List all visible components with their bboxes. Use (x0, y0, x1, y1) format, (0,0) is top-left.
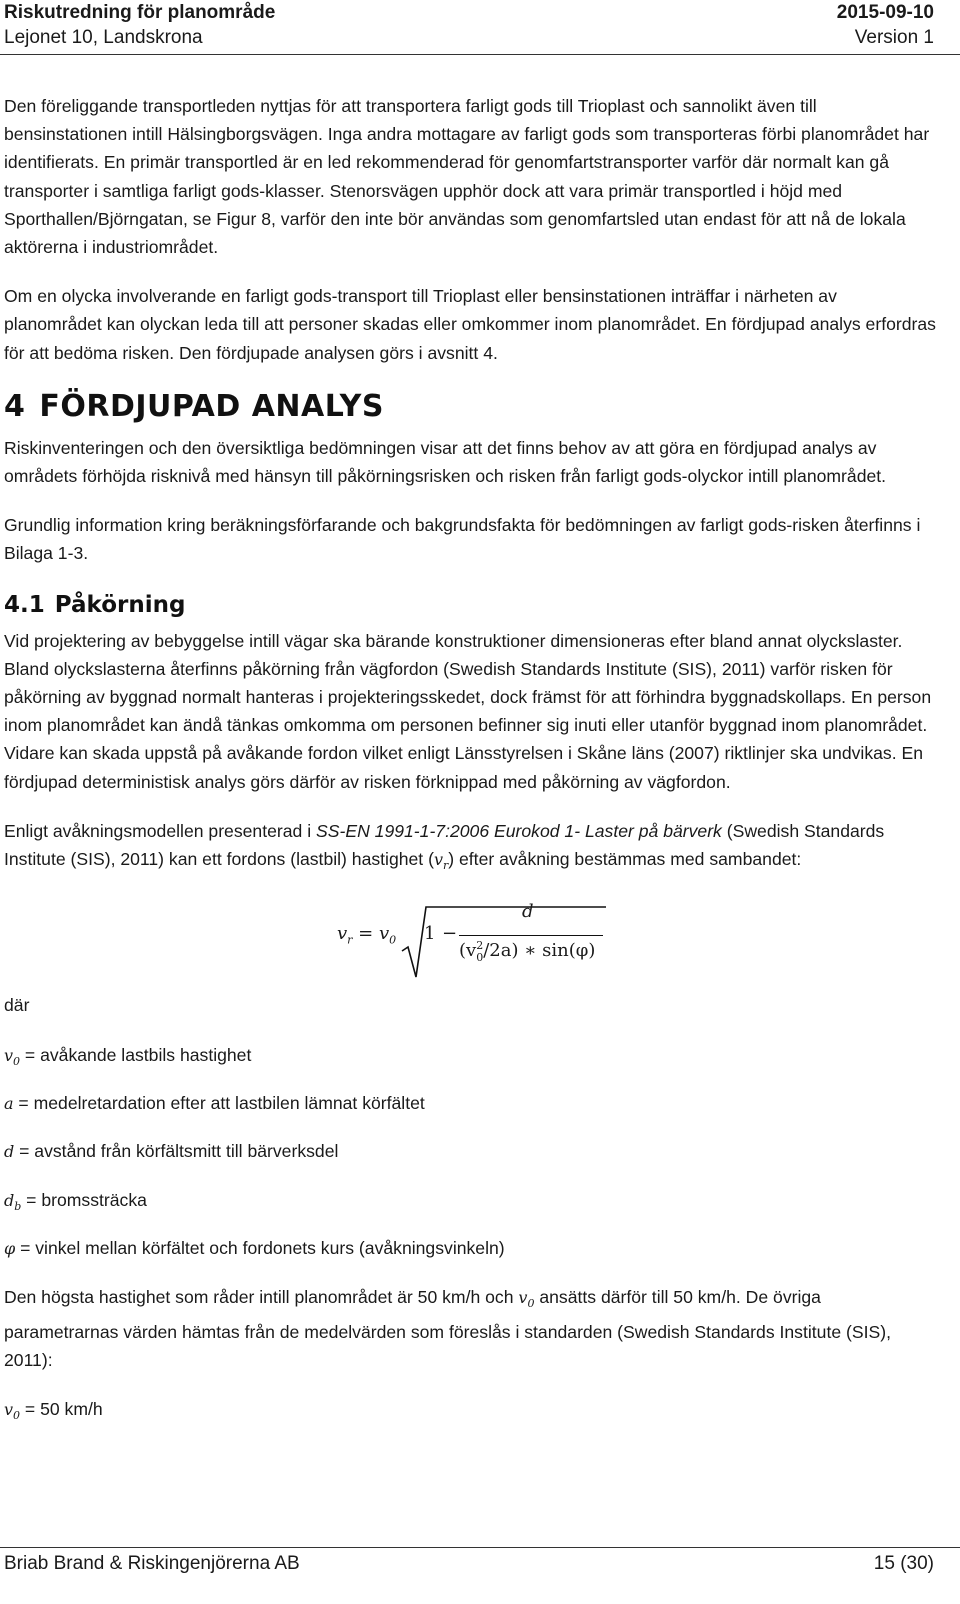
document-body (4, 92, 938, 1452)
where-label: där (4, 995, 30, 1016)
document-title: Riskutredning för planområde (4, 2, 276, 23)
paragraph-accident: Om en olycka involverande en farligt gods-transport till Trioplast eller bensinstationen inträffar i närheten av planområdet kan olyckan leda till att personer skadas eller omkommer inom planområdet. En fördjupad analys erfordras för att bedöma risken. Den fördjupade analysen görs i avsnitt 4. (4, 286, 936, 363)
paragraph-model: Enligt avåkningsmodellen presenterad i SS-EN 1991-1-7:2006 Eurokod 1- Laster på bärverk (Swedish Standards Institute (SIS), 2011) kan ett fordons (lastbil) hastighet $(v_r)$ efter avåkning bestämmas med sambandet: (4, 820, 885, 873)
variable-definition: $v_0$ = avåkande lastbils hastighet (4, 1044, 252, 1068)
section-heading-4 (4, 388, 938, 426)
fraction-line (459, 935, 603, 936)
subsection-title: Påkörning (54, 591, 186, 618)
footer-divider (0, 1547, 960, 1548)
velocity-formula: $v_r = v_0$ 1 − d $(v^2_0/2a)$ ∗ sin(φ) (4, 901, 938, 985)
speed-value: $v_0 = 50$ km/h (4, 1399, 103, 1423)
variable-definition: d = avstånd från körfältsmitt till bärverksdel (4, 1141, 339, 1162)
standard-reference: SS-EN 1991-1-7:2006 Eurokod 1- Laster på bärverk (316, 820, 722, 841)
footer-company: Briab Brand & Riskingenjörerna AB (4, 1553, 300, 1574)
section-heading-4-1 (4, 589, 938, 621)
document-version: Version 1 (854, 27, 934, 48)
page-number: 15 (30) (873, 1553, 934, 1574)
paragraph-speed: Den högsta hastighet som råder intill planområdet är 50 km/h och $v_0$ ansätts därför till 50 km/h. De övriga parametrarnas värden hämtas från de medelvärden som föreslås i standarden (Swedish Standards Institute (SIS), 2011): (4, 1286, 891, 1371)
paragraph-basis: Grundlig information kring beräkningsförfarande och bakgrundsfakta för bedömningen av farligt gods-risken återfinns i Bilaga 1-3. (4, 515, 921, 564)
subsection-number: 4.1 (4, 591, 45, 618)
paragraph-risk-inventory: Riskinventeringen och den översiktliga bedömningen visar att det finns behov av att göra en fördjupad analys av områdets förhöjda risknivå med hänsyn till påkörningsrisken och risken från farligt gods-olyckor intill planområdet. (4, 437, 887, 487)
header-divider (0, 54, 960, 55)
paragraph-transport-route: Den föreliggande transportleden nyttjas för att transportera farligt gods till Trioplast och sannolikt även till bensinstationen intill Hälsingborgsvägen. Inga andra mottagare av farligt gods som transporteras förbi planområdet har identifierats. En primär transportled är en led rekommenderad för genomfartstransporter varför där normalt kan gå transporter i samtliga farligt gods-klasser. Stenorsvägen upphör dock att vara primär transportled i höjd med Sporthallen/Björngatan, se Figur 8, varför den inte bör användas som genomfartsled utan endast för att nå de lokala aktörerna i industriområdet. (4, 96, 930, 258)
section-number: 4 (4, 388, 26, 424)
variable-definitions (4, 1041, 938, 1270)
page-footer (4, 1551, 934, 1577)
variable-definition: a = medelretardation efter att lastbilen lämnat körfältet (4, 1093, 425, 1114)
document-date: 2015-09-10 (836, 2, 934, 23)
variable-definition: φ = vinkel mellan körfältet och fordonets kurs (avåkningsvinkeln) (4, 1238, 505, 1259)
document-location: Lejonet 10, Landskrona (4, 27, 203, 48)
variable-definition: $d_b$ = bromssträcka (4, 1189, 147, 1214)
section-title: FÖRDJUPAD ANALYS (39, 388, 385, 424)
paragraph-collision: Vid projektering av bebyggelse intill vägar ska bärande konstruktioner dimensioneras efter bland annat olyckslaster. Bland olyckslasterna återfinns påkörning från vägfordon (Swedish Standards Institute (SIS), 2011) varför risken för påkörning av byggnad normalt hanteras i projekteringsskedet, dock främst för att förhindra byggnadskollaps. En person inom planområdet kan ändå tänkas omkomma om personen befinner sig inuti eller utanför byggnad inom planområdet. Vidare kan skada uppstå på avåkande fordon vilket enligt Länsstyrelsen i Skåne läns (2007) riktlinjer ska undvikas. En fördjupad deterministisk analys görs därför av risken förknippad med påkörning av vägfordon. (4, 630, 932, 792)
page-header (4, 0, 934, 50)
